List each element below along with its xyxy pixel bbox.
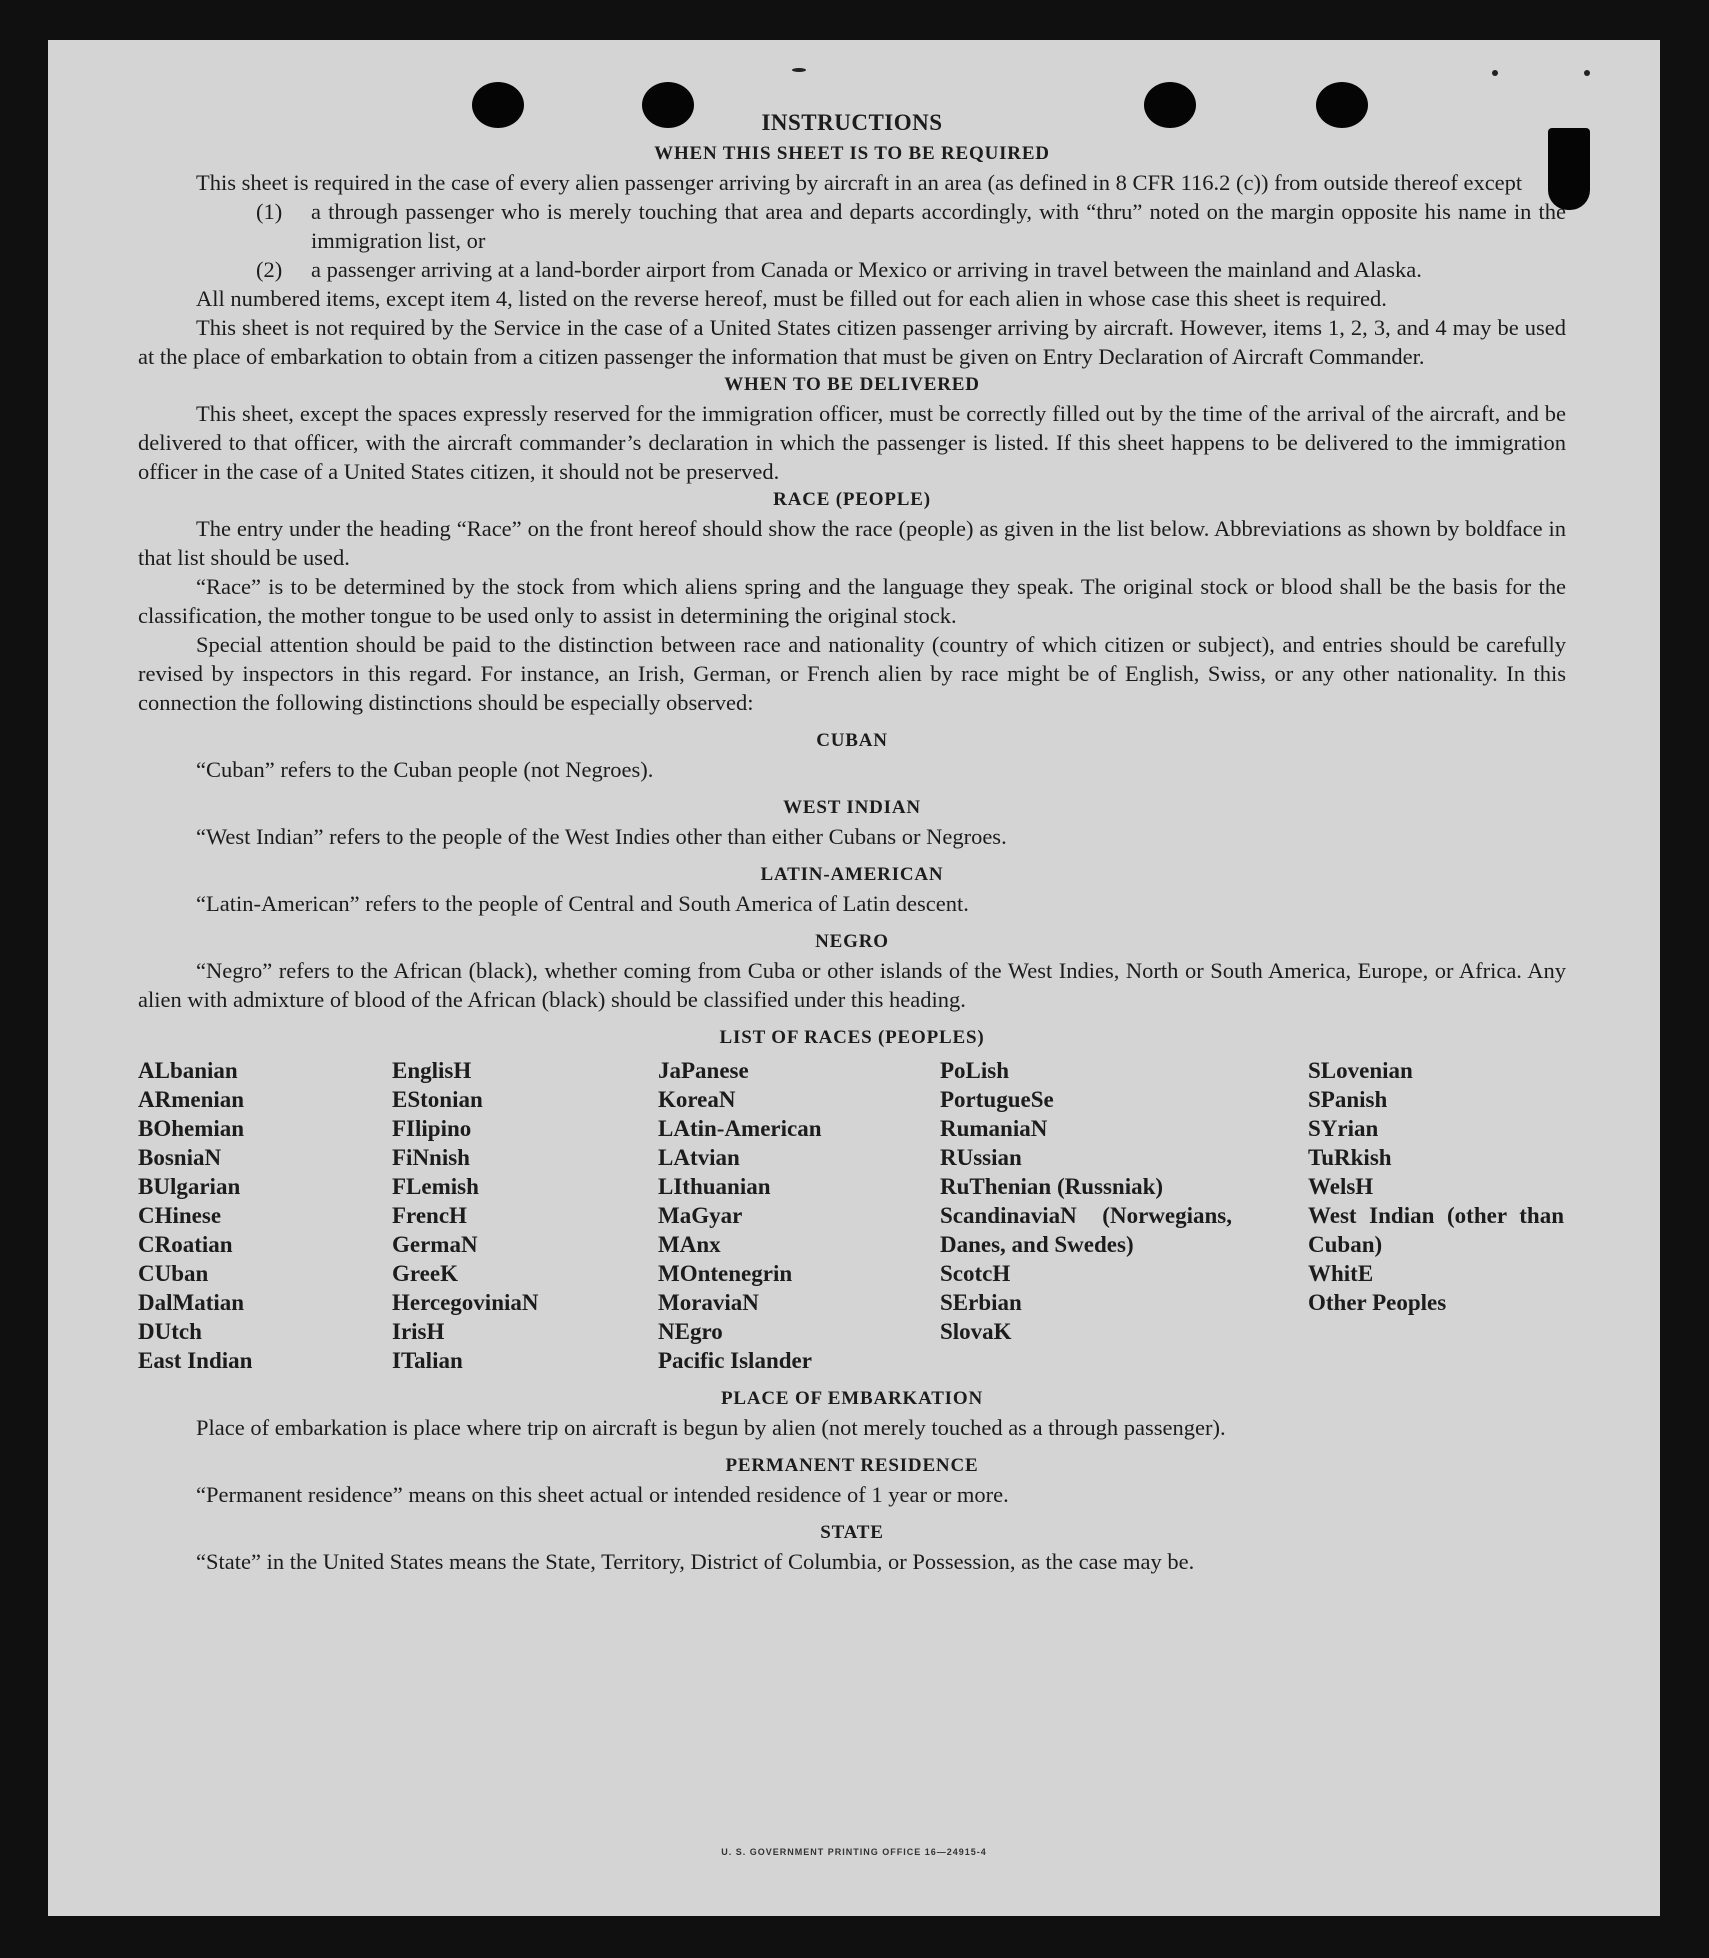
race-para-2: “Race” is to be determined by the stock from which aliens spring and the language they speak. The original stock or blood shall be the basis for the classification, the mother tongue to be used only to assist in determining the original stock. (138, 574, 1566, 628)
required-intro: This sheet is required in the case of every alien passenger arriving by aircraft in an area (as defined in 8 CFR 116.2 (c)) from outside thereof except (196, 170, 1523, 195)
section-heading-race-list: LIST OF RACES (PEOPLES) (719, 1027, 985, 1048)
race-list-item: BosniaN (138, 1145, 222, 1170)
race-list-item: IrisH (392, 1319, 445, 1344)
section-heading-cuban: CUBAN (816, 730, 888, 751)
race-list-item: RUssian (940, 1145, 1022, 1170)
race-list-item: MOntenegrin (658, 1261, 793, 1286)
race-list-item: ScandinaviaN (Norwegians, Danes, and Swedes) (940, 1203, 1232, 1257)
document-sheet (48, 40, 1660, 1916)
instructions-content (138, 108, 1566, 1576)
race-list-item: ScotcH (940, 1261, 1011, 1286)
race-list-item: PortugueSe (940, 1087, 1054, 1112)
race-list-item: ARmenian (138, 1087, 245, 1112)
state-para: “State” in the United States means the State, Territory, District of Columbia, or Possession, as the case may be. (196, 1549, 1195, 1574)
section-heading-required: WHEN THIS SHEET IS TO BE REQUIRED (654, 143, 1050, 164)
section-heading-embarkation: PLACE OF EMBARKATION (721, 1388, 983, 1409)
cuban-para: “Cuban” refers to the Cuban people (not Negroes). (196, 757, 654, 782)
west-indian-para: “West Indian” refers to the people of the West Indies other than either Cubans or Negroes. (196, 824, 1007, 849)
race-list-item: SYrian (1308, 1116, 1379, 1141)
race-list-item: GermaN (392, 1232, 478, 1257)
required-para-items: All numbered items, except item 4, listed on the reverse hereof, must be filled out for each alien in whose case this sheet is required. (196, 286, 1387, 311)
race-list-item: RuThenian (Russniak) (940, 1174, 1164, 1199)
race-list-column-1 (138, 1056, 392, 1375)
speck-icon (1584, 70, 1590, 76)
race-list-item: West Indian (other than Cuban) (1308, 1203, 1564, 1257)
speck-icon (792, 68, 806, 72)
printing-office-footer: U. S. GOVERNMENT PRINTING OFFICE 16—24915-4 (721, 1847, 987, 1857)
race-list-item: FIlipino (392, 1116, 472, 1141)
race-list-item: DalMatian (138, 1290, 245, 1315)
residence-para: “Permanent residence” means on this sheet actual or intended residence of 1 year or more. (196, 1482, 1009, 1507)
section-heading-race: RACE (PEOPLE) (773, 489, 931, 510)
race-list-item: LIthuanian (658, 1174, 771, 1199)
race-list-column-3 (658, 1056, 940, 1375)
race-list-item: BUlgarian (138, 1174, 241, 1199)
delivered-para: This sheet, except the spaces expressly reserved for the immigration officer, must be correctly filled out by the time of the arrival of the aircraft, and be delivered to that officer, with the aircraft commander’s declaration in which the passenger is listed. If this sheet happens to be delivered to the immigration officer in the case of a United States citizen, it should not be preserved. (138, 401, 1566, 484)
race-list-column-2 (392, 1056, 658, 1375)
race-list-item: CUban (138, 1261, 209, 1286)
race-list (138, 1056, 1566, 1375)
section-heading-negro: NEGRO (815, 931, 889, 952)
race-list-item: FrencH (392, 1203, 467, 1228)
exception-item: (1) a through passenger who is merely touching that area and departs accordingly, with “thru” noted on the margin opposite his name in the immigration list, or (256, 199, 1566, 253)
race-list-item: CHinese (138, 1203, 222, 1228)
race-para-3: Special attention should be paid to the distinction between race and nationality (country of which citizen or subject), and entries should be carefully revised by inspectors in this regard. For instance, an Irish, German, or French alien by race might be of English, Swiss, or any other nationality. In this connection the following distinctions should be especially observed: (138, 632, 1566, 715)
section-heading-west-indian: WEST INDIAN (783, 797, 921, 818)
race-list-item: MoraviaN (658, 1290, 759, 1315)
race-list-item: Pacific Islander (658, 1348, 812, 1373)
race-list-item: ITalian (392, 1348, 463, 1373)
race-list-item: WelsH (1308, 1174, 1374, 1199)
race-list-item: HercegoviniaN (392, 1290, 539, 1315)
race-para-1: The entry under the heading “Race” on the front hereof should show the race (people) as given in the list below. Abbreviations as shown by boldface in that list should be used. (138, 516, 1566, 570)
negro-para: “Negro” refers to the African (black), whether coming from Cuba or other islands of the West Indies, North or South America, Europe, or Africa. Any alien with admixture of blood of the African (black) should be classified under this heading. (138, 958, 1566, 1012)
race-list-item: East Indian (138, 1348, 253, 1373)
race-list-item: FiNnish (392, 1145, 470, 1170)
exception-item: (2) a passenger arriving at a land-border airport from Canada or Mexico or arriving in travel between the mainland and Alaska. (256, 257, 1422, 282)
race-list-item: MAnx (658, 1232, 721, 1257)
race-list-item: KoreaN (658, 1087, 736, 1112)
race-list-column-4 (940, 1056, 1232, 1375)
race-list-item: SErbian (940, 1290, 1022, 1315)
latin-american-para: “Latin-American” refers to the people of Central and South America of Latin descent. (196, 891, 969, 916)
race-list-column-5 (1308, 1056, 1564, 1375)
page-title: INSTRUCTIONS (761, 110, 943, 135)
race-list-item: GreeK (392, 1261, 458, 1286)
race-list-item: WhitE (1308, 1261, 1374, 1286)
race-list-item: PoLish (940, 1058, 1010, 1083)
race-list-item: Other Peoples (1308, 1290, 1447, 1315)
race-list-item: FLemish (392, 1174, 479, 1199)
section-heading-latin-american: LATIN-AMERICAN (760, 864, 944, 885)
race-list-item: JaPanese (658, 1058, 749, 1083)
race-list-item: LAtin-American (658, 1116, 822, 1141)
race-list-item: SLovenian (1308, 1058, 1413, 1083)
section-heading-delivered: WHEN TO BE DELIVERED (724, 374, 980, 395)
race-list-item: DUtch (138, 1319, 202, 1344)
race-list-item: CRoatian (138, 1232, 233, 1257)
race-list-item: SPanish (1308, 1087, 1388, 1112)
embarkation-para: Place of embarkation is place where trip on aircraft is begun by alien (not merely touched as a through passenger). (196, 1415, 1226, 1440)
required-para-citizen: This sheet is not required by the Service in the case of a United States citizen passenger arriving by aircraft. However, items 1, 2, 3, and 4 may be used at the place of embarkation to obtain from a citizen passenger the information that must be given on Entry Declaration of Aircraft Commander. (138, 315, 1566, 369)
race-list-item: EnglisH (392, 1058, 472, 1083)
race-list-item: NEgro (658, 1319, 723, 1344)
race-list-item: RumaniaN (940, 1116, 1048, 1141)
race-list-item: MaGyar (658, 1203, 743, 1228)
race-list-item: LAtvian (658, 1145, 740, 1170)
section-heading-residence: PERMANENT RESIDENCE (725, 1455, 979, 1476)
speck-icon (1492, 70, 1498, 76)
race-list-item: BOhemian (138, 1116, 245, 1141)
section-heading-state: STATE (820, 1522, 884, 1543)
race-list-item: ALbanian (138, 1058, 238, 1083)
race-list-item: EStonian (392, 1087, 483, 1112)
race-list-item: TuRkish (1308, 1145, 1392, 1170)
race-list-item: SlovaK (940, 1319, 1012, 1344)
